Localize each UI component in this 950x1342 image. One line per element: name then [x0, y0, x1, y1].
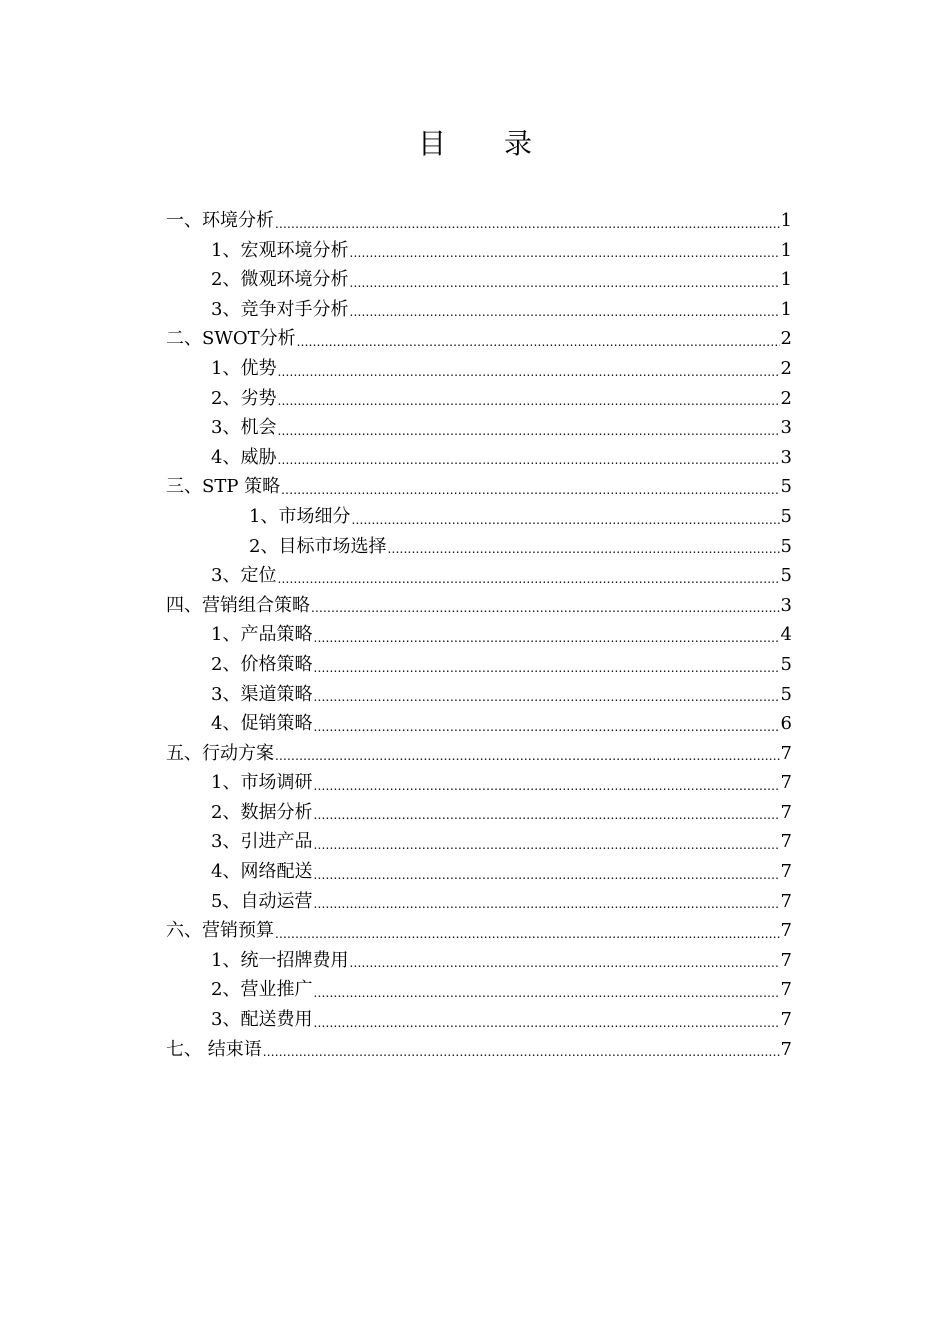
- toc-entry-label: 二、SWOT分析: [166, 328, 296, 350]
- toc-entry-page-number: 1: [780, 239, 792, 261]
- toc-entry-label: 5、自动运营: [211, 890, 313, 912]
- toc-entry[interactable]: [0, 768, 792, 798]
- toc-entry-label: 3、渠道策略: [211, 683, 313, 705]
- toc-entry-label: 2、目标市场选择: [249, 535, 387, 557]
- toc-dot-leader: [313, 857, 779, 887]
- toc-entry[interactable]: [0, 946, 792, 976]
- toc-entry-label: 4、促销策略: [211, 713, 313, 735]
- toc-entry[interactable]: [0, 827, 792, 857]
- toc-entry[interactable]: [0, 472, 792, 502]
- toc-entry-label: 2、价格策略: [211, 653, 313, 675]
- toc-entry-page-number: 6: [780, 713, 792, 735]
- toc-dot-leader: [277, 413, 779, 443]
- toc-entry[interactable]: [0, 916, 792, 946]
- toc-entry-page-number: 5: [780, 683, 792, 705]
- toc-entry-page-number: 7: [780, 920, 792, 942]
- toc-dot-leader: [349, 295, 779, 325]
- toc-dot-leader: [297, 324, 780, 354]
- toc-entry[interactable]: [0, 680, 792, 710]
- toc-dot-leader: [349, 236, 779, 266]
- toc-entry-label: 1、宏观环境分析: [211, 239, 349, 261]
- toc-entry[interactable]: [0, 532, 792, 562]
- toc-title-char-2: 录: [504, 127, 533, 160]
- toc-entry-label: 五、行动方案: [166, 742, 274, 764]
- toc-dot-leader: [277, 384, 779, 414]
- toc-entry-label: 七、 结束语: [166, 1038, 262, 1060]
- toc-entry[interactable]: [0, 502, 792, 532]
- toc-entry-page-number: 1: [780, 210, 792, 231]
- toc-entry-page-number: 7: [780, 890, 792, 912]
- toc-dot-leader: [277, 561, 779, 591]
- toc-dot-leader: [313, 709, 779, 739]
- toc-entry[interactable]: [0, 975, 792, 1005]
- toc-entry-page-number: 7: [780, 949, 792, 971]
- toc-entry[interactable]: [0, 324, 792, 354]
- toc-entry-label: 3、竞争对手分析: [211, 298, 349, 320]
- toc-entry-label: 2、微观环境分析: [211, 269, 349, 291]
- toc-entry-page-number: 5: [780, 505, 792, 527]
- toc-dot-leader: [313, 680, 779, 710]
- toc-entry-page-number: 5: [780, 565, 792, 587]
- toc-entry-page-number: 5: [780, 535, 792, 557]
- toc-entry-label: 3、配送费用: [211, 1009, 313, 1031]
- toc-entry-label: 四、营销组合策略: [166, 594, 310, 616]
- toc-entry[interactable]: [0, 1035, 792, 1065]
- toc-entry[interactable]: [0, 413, 792, 443]
- toc-dot-leader: [277, 443, 779, 473]
- toc-entry-label: 2、劣势: [211, 387, 277, 409]
- toc-entry-label: 4、威胁: [211, 446, 277, 468]
- toc-entry[interactable]: [0, 265, 792, 295]
- toc-entry-label: 1、统一招牌费用: [211, 949, 349, 971]
- toc-entry[interactable]: [0, 620, 792, 650]
- toc-dot-leader: [313, 887, 779, 917]
- toc-entry[interactable]: [0, 236, 792, 266]
- toc-entry-label: 一、环境分析: [166, 210, 274, 231]
- toc-entry-page-number: 1: [780, 298, 792, 320]
- toc-entry-page-number: 2: [780, 387, 792, 409]
- toc-entry[interactable]: [0, 443, 792, 473]
- toc-dot-leader: [313, 798, 779, 828]
- toc-entry-label: 1、市场调研: [211, 772, 313, 794]
- toc-dot-leader: [313, 620, 779, 650]
- toc-entry-label: 六、营销预算: [166, 920, 274, 942]
- toc-entry[interactable]: [0, 206, 792, 236]
- toc-entry-page-number: 1: [780, 269, 792, 291]
- toc-entry-page-number: 5: [780, 476, 792, 498]
- toc-dot-leader: [387, 532, 779, 562]
- toc-entry[interactable]: [0, 384, 792, 414]
- toc-entry-page-number: 7: [780, 979, 792, 1001]
- toc-entry-page-number: 7: [780, 742, 792, 764]
- toc-entry-label: 2、营业推广: [211, 979, 313, 1001]
- toc-entry-page-number: 5: [780, 653, 792, 675]
- toc-dot-leader: [281, 472, 779, 502]
- toc-entry-label: 三、STP 策略: [166, 476, 281, 498]
- toc-entry-page-number: 7: [780, 861, 792, 883]
- toc-entry-page-number: 7: [780, 831, 792, 853]
- toc-dot-leader: [313, 827, 779, 857]
- toc-dot-leader: [311, 591, 780, 621]
- toc-dot-leader: [351, 502, 779, 532]
- toc-entry-page-number: 3: [780, 446, 792, 468]
- toc-dot-leader: [275, 739, 780, 769]
- toc-entry-page-number: 7: [780, 772, 792, 794]
- toc-dot-leader: [349, 946, 779, 976]
- toc-entry[interactable]: [0, 295, 792, 325]
- toc-entry-label: 1、产品策略: [211, 624, 313, 646]
- toc-dot-leader: [313, 768, 779, 798]
- toc-list: [0, 206, 950, 1064]
- toc-entry-page-number: 3: [780, 594, 792, 616]
- toc-title-char-1: 目: [417, 127, 446, 160]
- toc-dot-leader: [349, 265, 779, 295]
- toc-entry-label: 1、优势: [211, 357, 277, 379]
- toc-title: [0, 124, 950, 164]
- toc-entry-label: 3、定位: [211, 565, 277, 587]
- toc-entry-label: 3、引进产品: [211, 831, 313, 853]
- toc-dot-leader: [313, 1005, 779, 1035]
- toc-entry[interactable]: [0, 798, 792, 828]
- toc-entry-page-number: 7: [780, 1009, 792, 1031]
- toc-entry-label: 2、数据分析: [211, 801, 313, 823]
- toc-dot-leader: [313, 975, 779, 1005]
- toc-entry-page-number: 7: [780, 801, 792, 823]
- toc-entry[interactable]: [0, 1005, 792, 1035]
- toc-entry[interactable]: [0, 354, 792, 384]
- toc-entry[interactable]: [0, 709, 792, 739]
- toc-entry-label: 1、市场细分: [249, 505, 351, 527]
- toc-dot-leader: [263, 1035, 780, 1065]
- toc-dot-leader: [277, 354, 779, 384]
- toc-entry-label: 3、机会: [211, 417, 277, 439]
- toc-entry[interactable]: [0, 591, 792, 621]
- toc-entry-page-number: 2: [780, 328, 792, 350]
- toc-entry[interactable]: [0, 857, 792, 887]
- toc-dot-leader: [275, 916, 780, 946]
- toc-dot-leader: [313, 650, 779, 680]
- toc-entry[interactable]: [0, 739, 792, 769]
- toc-entry-page-number: 7: [780, 1038, 792, 1060]
- toc-entry[interactable]: [0, 887, 792, 917]
- toc-entry[interactable]: [0, 650, 792, 680]
- toc-entry-label: 4、网络配送: [211, 861, 313, 883]
- toc-dot-leader: [275, 206, 780, 236]
- toc-entry-page-number: 3: [780, 417, 792, 439]
- toc-entry-page-number: 2: [780, 357, 792, 379]
- toc-entry[interactable]: [0, 561, 792, 591]
- toc-entry-page-number: 4: [780, 624, 792, 646]
